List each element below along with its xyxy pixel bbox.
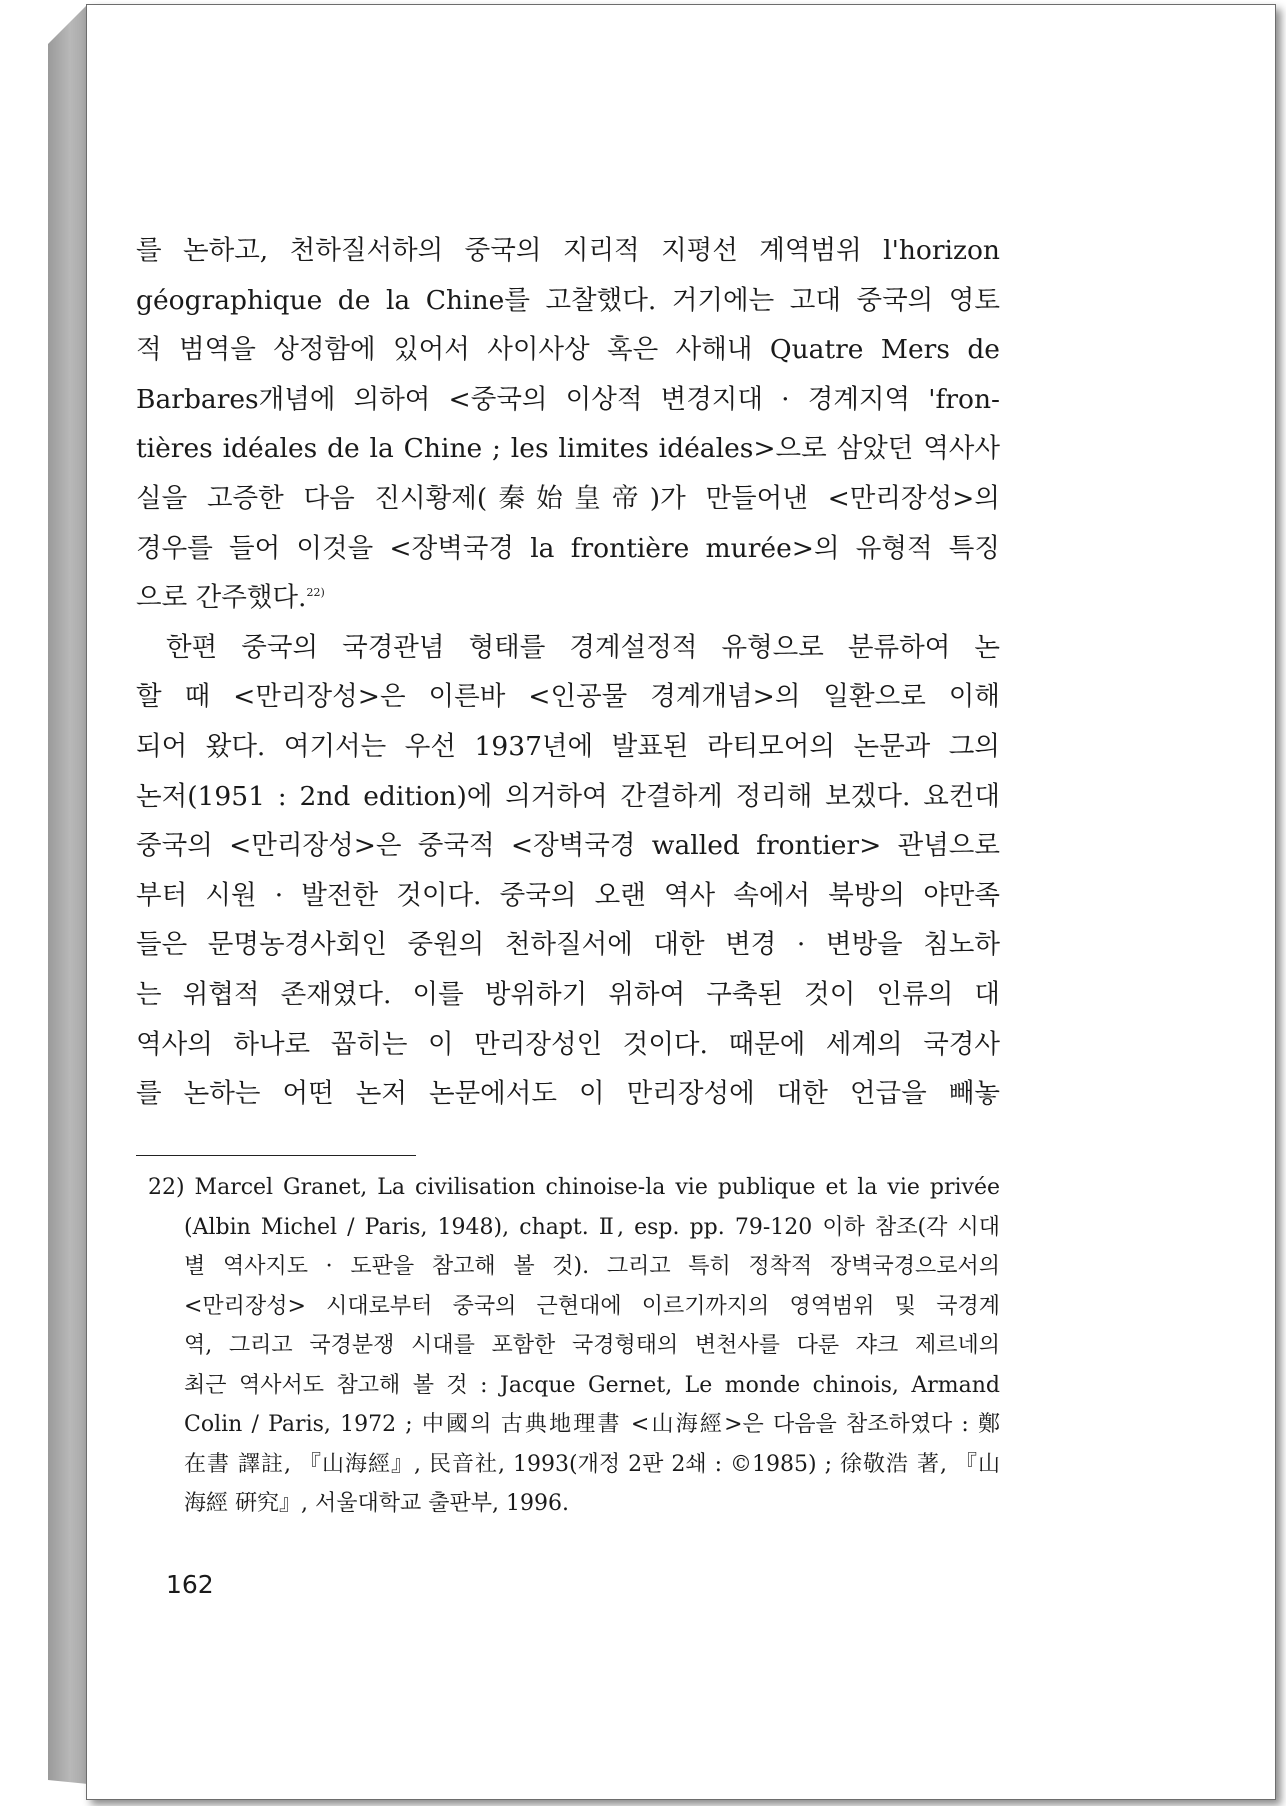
footnote-line: 海經 硏究』, 서울대학교 출판부, 1996. (184, 1491, 569, 1516)
footnote-reference: 22) (306, 586, 325, 600)
body-line: géographique de la Chine를 고찰했다. 거기에는 고대 중국의 영토 (136, 284, 1000, 316)
footnote-line: 在書 譯註, 『山海經』, 民音社, 1993(개정 2판 2쇄 : ©1985) ; 徐敬浩 著, 『山 (184, 1451, 1000, 1477)
body-line: tières idéales de la Chine ; les limites idéales>으로 삼았던 역사사 (136, 433, 1000, 465)
body-line: 를 논하고, 천하질서하의 중국의 지리적 지평선 계역범위 l'horizon (136, 235, 1000, 266)
body-line: 역사의 하나로 꼽히는 이 만리장성인 것이다. 때문에 세계의 국경사 (136, 1028, 1000, 1060)
body-line: 할 때 <만리장성>은 이른바 <인공물 경계개념>의 일환으로 이해 (136, 681, 1000, 713)
footnote-divider (136, 1155, 416, 1156)
footnote-line: Colin / Paris, 1972 ; 中國의 古典地理書 <山海經>은 다음을 참조하였다 : 鄭 (184, 1412, 1000, 1437)
footnote-line: 22) Marcel Granet, La civilisation chinoise-la vie publique et la vie privée (148, 1175, 1000, 1200)
body-line: 실을 고증한 다음 진시황제(秦始皇帝)가 만들어낸 <만리장성>의 (136, 482, 1000, 514)
body-line: 적 범역을 상정함에 있어서 사이사상 혹은 사해내 Quatre Mers de (136, 334, 1000, 366)
body-line: 들은 문명농경사회인 중원의 천하질서에 대한 변경 · 변방을 침노하 (136, 929, 1000, 961)
body-line (136, 573, 1000, 623)
body-line: Barbares개념에 의하여 <중국의 이상적 변경지대 · 경계지역 'fron- (136, 383, 1000, 415)
body-line: 중국의 <만리장성>은 중국적 <장벽국경 walled frontier> 관념으로 (136, 830, 1000, 862)
footnote-line: 역, 그리고 국경분쟁 시대를 포함한 국경형태의 변천사를 다룬 쟈크 제르네의 (184, 1333, 1000, 1358)
body-line: 는 위협적 존재였다. 이를 방위하기 위하여 구축된 것이 인류의 대 (136, 978, 1000, 1010)
footnote-line: 최근 역사서도 참고해 볼 것 : Jacque Gernet, Le monde chinois, Armand (184, 1372, 1000, 1398)
footnote-line: <만리장성> 시대로부터 중국의 근현대에 이르기까지의 영역범위 및 국경계 (184, 1293, 1000, 1319)
body-line: 논저(1951 : 2nd edition)에 의거하여 간결하게 정리해 보겠다. 요컨대 (136, 780, 1000, 812)
body-text (136, 226, 1000, 1119)
body-line: 경우를 들어 이것을 <장벽국경 la frontière murée>의 유형적 특징 (136, 532, 1000, 564)
footnote-line: (Albin Michel / Paris, 1948), chapt. Ⅱ, esp. pp. 79-120 이하 참조(각 시대 (184, 1214, 1000, 1240)
paragraph-start-line: 한편 중국의 국경관념 형태를 경계설정적 유형으로 분류하여 논 (166, 631, 1000, 663)
book-spine (48, 4, 89, 1784)
body-line: 되어 왔다. 여기서는 우선 1937년에 발표된 라티모어의 논문과 그의 (136, 730, 1000, 762)
page-number: 162 (166, 1570, 214, 1599)
footnote-line: 별 역사지도 · 도판을 참고해 볼 것). 그리고 특히 정착적 장벽국경으로서의 (184, 1254, 1000, 1279)
body-line-text: 으로 간주했다. (136, 582, 307, 614)
footnote-22 (148, 1168, 1000, 1524)
body-line: 를 논하는 어떤 논저 논문에서도 이 만리장성에 대한 언급을 빼놓 (136, 1078, 1000, 1110)
body-line: 부터 시원 · 발전한 것이다. 중국의 오랜 역사 속에서 북방의 야만족 (136, 879, 1000, 911)
